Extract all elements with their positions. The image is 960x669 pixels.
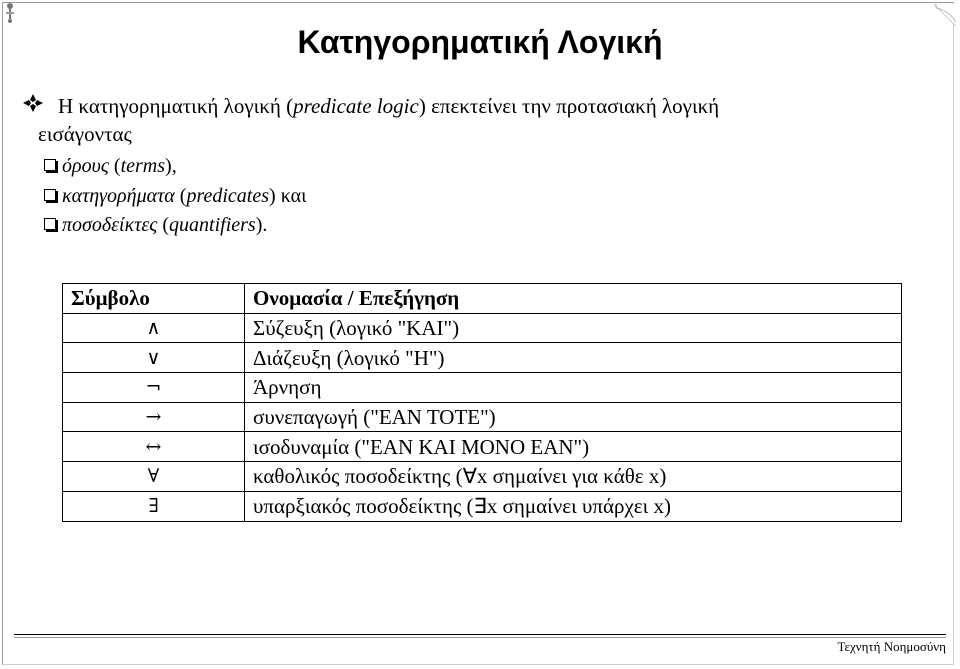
symbol-cell: ∀	[63, 462, 245, 492]
symbol-cell: →	[63, 402, 245, 432]
table-row	[63, 462, 902, 492]
bullet-greek: κατηγορήματα	[62, 184, 175, 207]
intro-term: predicate logic	[293, 94, 419, 118]
bullet-english: predicates	[186, 184, 270, 207]
intro-suffix: ) επεκτείνει την προτασιακή λογική	[418, 94, 720, 118]
table-row	[63, 313, 902, 343]
bullet-tail: ),	[165, 155, 177, 177]
footer-text: Τεχνητή Νοημοσύνη	[837, 639, 946, 654]
header-symbol: Σύμβολο	[63, 284, 245, 314]
symbol-table	[62, 283, 902, 522]
hollow-square-bullet-icon	[44, 218, 56, 230]
symbol-cell: ∨	[63, 343, 245, 373]
intro-prefix: Η κατηγορηματική λογική (	[58, 94, 294, 118]
table-row	[63, 432, 902, 462]
symbol-cell: ∧	[63, 313, 245, 343]
slide-marker-icon	[3, 2, 17, 24]
symbol-cell: ∃	[63, 491, 245, 521]
symbol-cell: ¬	[63, 373, 245, 403]
description-cell: Διάζευξη (λογικό "Η")	[245, 343, 902, 373]
bullet-tail: ).	[255, 214, 268, 236]
description-cell: Σύζευξη (λογικό "ΚΑΙ")	[245, 313, 902, 343]
diamond-bullet-icon	[22, 92, 44, 120]
bullet-greek: ποσοδείκτες	[62, 214, 158, 236]
footer-divider	[14, 634, 946, 635]
bullet-english: quantifiers	[169, 214, 256, 236]
symbol-cell: ↔	[63, 432, 245, 462]
description-cell: υπαρξιακός ποσοδείκτης (∃x σημαίνει υπάρχει x)	[245, 491, 902, 521]
bullet-tail: ) και	[269, 184, 307, 207]
hollow-square-bullet-icon	[44, 189, 56, 201]
slide-title: Κατηγορηματική Λογική	[297, 24, 663, 60]
description-cell: ισοδυναμία ("ΕΑΝ ΚΑΙ ΜΟΝΟ ΕΑΝ")	[245, 432, 902, 462]
intro-paragraph	[22, 92, 922, 148]
footer-divider-secondary	[14, 637, 946, 638]
sub-bullet-list	[44, 152, 306, 241]
list-item: όρους (terms),	[44, 152, 306, 182]
bullet-greek: όρους	[62, 155, 109, 177]
list-item: κατηγορήματα (predicates) και	[44, 182, 306, 212]
table-header-row	[63, 284, 902, 314]
description-cell: καθολικός ποσοδείκτης (∀x σημαίνει για κάθε x)	[245, 462, 902, 492]
header-description: Ονομασία / Επεξήγηση	[245, 284, 902, 314]
description-cell: Άρνηση	[245, 373, 902, 403]
table-row	[63, 491, 902, 521]
description-cell: συνεπαγωγή ("ΕΑΝ ΤΟΤΕ")	[245, 402, 902, 432]
intro-line2: εισάγοντας	[38, 122, 132, 146]
bullet-english: terms	[120, 155, 166, 177]
hollow-square-bullet-icon	[44, 159, 56, 171]
table-row	[63, 373, 902, 403]
table-row	[63, 402, 902, 432]
table-row	[63, 343, 902, 373]
list-item: ποσοδείκτες (quantifiers).	[44, 211, 306, 241]
